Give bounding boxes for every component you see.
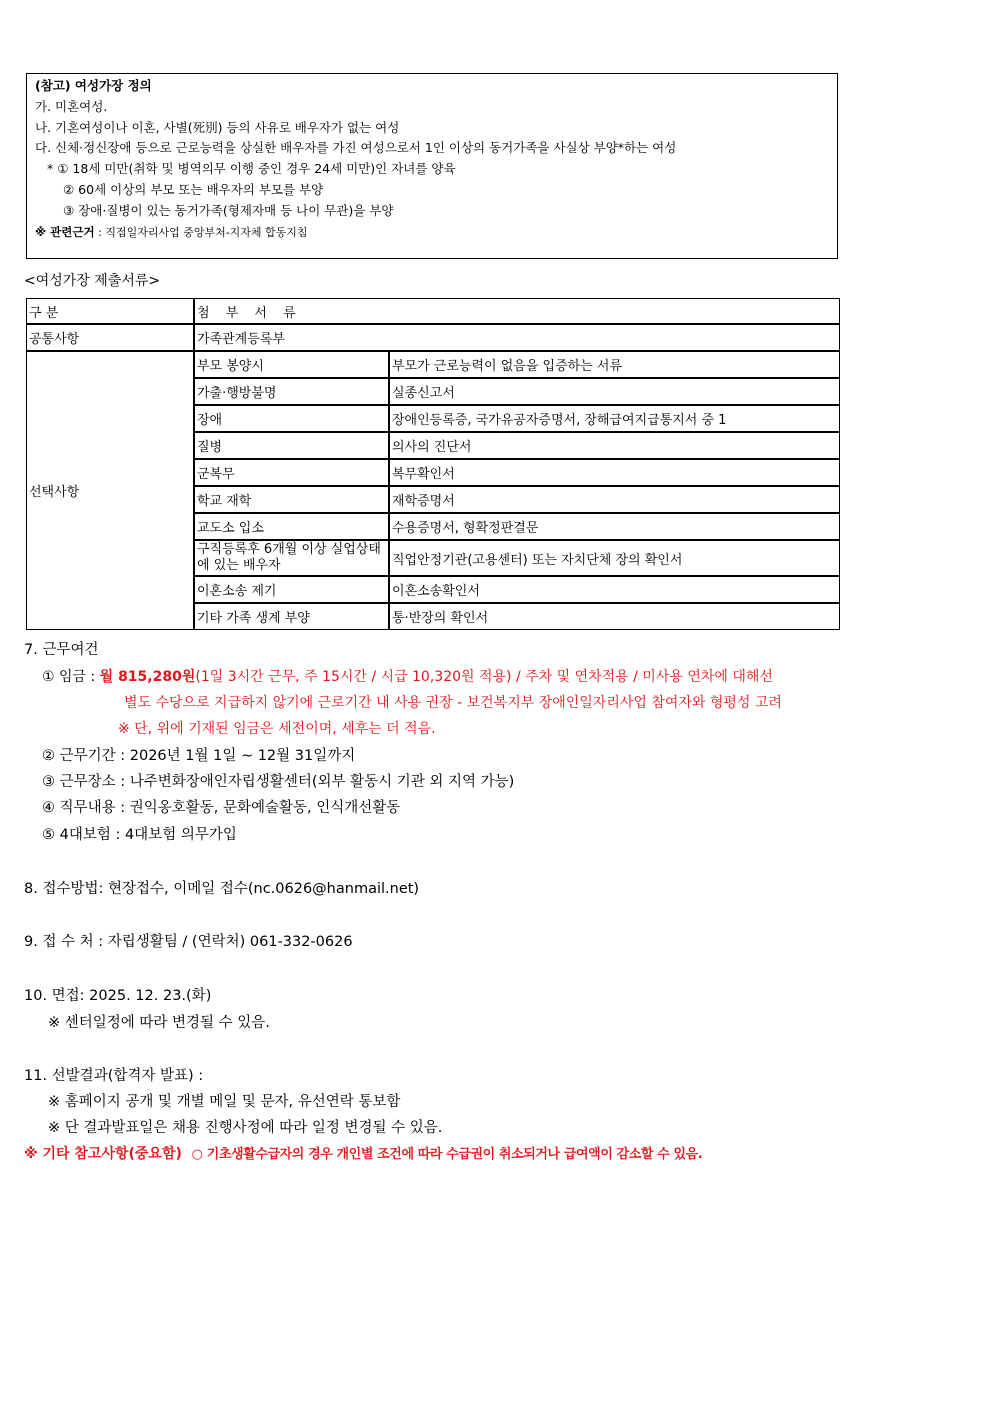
reference-line-3: 다. 신체·정신장애 등으로 근로능력을 상실한 배우자를 가진 여성으로서 1인 이상의 동거가족을 사실상 부양*하는 여성	[35, 140, 677, 156]
reference-sub-2: ② 60세 이상의 부모 또는 배우자의 부모를 부양	[63, 181, 324, 197]
row-doc: 이혼소송확인서	[389, 576, 840, 603]
footer-note	[24, 1143, 702, 1163]
work-insurance: ⑤ 4대보험 : 4대보험 의무가입	[42, 827, 237, 843]
row-case: 기타 가족 생계 부양	[194, 603, 389, 630]
docs-table	[26, 298, 840, 630]
section9: 9. 접 수 처 : 자립생활팀 / (연락처) 061-332-0626	[24, 934, 353, 950]
docs-caption: <여성가장 제출서류>	[24, 273, 161, 289]
work-period: ② 근무기간 : 2026년 1월 1일 ~ 12월 31일까지	[42, 748, 356, 764]
row-case: 구직등록후 6개월 이상 실업상태에 있는 배우자	[194, 540, 389, 576]
reference-sub-1: * ① 18세 미만(취학 및 병역의무 이행 중인 경우 24세 미만)인 자녀를 양육	[47, 161, 456, 177]
row-doc: 재학증명서	[389, 486, 840, 513]
row-doc: 수용증명서, 형확정판결문	[389, 513, 840, 540]
reference-basis-text: : 직접일자리사업 중앙부처-지자체 합동지침	[98, 225, 308, 239]
section7-heading: 7. 근무여건	[24, 642, 99, 658]
section10-note: ※ 센터일정에 따라 변경될 수 있음.	[48, 1015, 270, 1031]
header-category: 구 분	[26, 298, 194, 324]
wage-line	[42, 666, 773, 686]
row-doc: 장애인등록증, 국가유공자증명서, 장해급여지급통지서 중 1	[389, 405, 840, 432]
table-row	[26, 351, 840, 378]
section11-heading: 11. 선발결과(합격자 발표) :	[24, 1068, 204, 1084]
section11-note-1: ※ 홈페이지 공개 및 개별 메일 및 문자, 유선연락 통보함	[48, 1094, 401, 1110]
reference-basis-label: ※ 관련근거	[35, 224, 95, 239]
work-place: ③ 근무장소 : 나주변화장애인자립생활센터(외부 활동시 기관 외 지역 가능)	[42, 774, 515, 790]
common-doc: 가족관계등록부	[194, 324, 840, 351]
wage-rest: (1일 3시간 근무, 주 15시간 / 시급 10,320원 적용) / 주차 및 연차적용 / 미사용 연차에 대해선	[195, 669, 773, 685]
common-label: 공통사항	[26, 324, 194, 351]
row-doc: 직업안정기관(고용센터) 또는 자치단체 장의 확인서	[389, 540, 840, 576]
wage-prefix: ① 임금 :	[42, 669, 100, 685]
section10-heading: 10. 면접: 2025. 12. 23.(화)	[24, 988, 212, 1004]
row-case: 이혼소송 제기	[194, 576, 389, 603]
footer-note-text: ○ 기초생활수급자의 경우 개인별 조건에 따라 수급권이 취소되거나 급여액이 감소할 수 있음.	[191, 1147, 703, 1162]
section8: 8. 접수방법: 현장접수, 이메일 접수(nc.0626@hanmail.net)	[24, 881, 420, 897]
reference-title: (참고) 여성가장 정의	[35, 78, 152, 93]
header-documents: 첨 부 서 류	[194, 298, 840, 324]
row-case: 장애	[194, 405, 389, 432]
work-duties: ④ 직무내용 : 권익옹호활동, 문화예술활동, 인식개선활동	[42, 800, 401, 816]
row-doc: 부모가 근로능력이 없음을 입증하는 서류	[389, 351, 840, 378]
row-doc: 통·반장의 확인서	[389, 603, 840, 630]
wage-amount: 월 815,280원	[99, 669, 196, 685]
docs-common-row	[26, 324, 840, 351]
row-case: 부모 봉양시	[194, 351, 389, 378]
row-case: 질병	[194, 432, 389, 459]
row-case: 교도소 입소	[194, 513, 389, 540]
row-case: 가출·행방불명	[194, 378, 389, 405]
reference-sub-3: ③ 장애·질병이 있는 동거가족(형제자매 등 나이 무관)을 부양	[63, 202, 394, 218]
row-case: 학교 재학	[194, 486, 389, 513]
row-doc: 의사의 진단서	[389, 432, 840, 459]
footer-note-label: ※ 기타 참고사항(중요함)	[24, 1146, 182, 1162]
section11-note-2: ※ 단 결과발표일은 채용 진행사정에 따라 일정 변경될 수 있음.	[48, 1120, 443, 1136]
reference-box	[26, 73, 838, 259]
wage-note: ※ 단, 위에 기재된 임금은 세전이며, 세후는 더 적음.	[118, 721, 436, 737]
docs-header-row	[26, 298, 840, 324]
row-doc: 복무확인서	[389, 459, 840, 486]
row-doc: 실종신고서	[389, 378, 840, 405]
row-case: 군복무	[194, 459, 389, 486]
reference-line-2: 나. 기혼여성이나 이혼, 사별(死別) 등의 사유로 배우자가 없는 여성	[35, 119, 400, 135]
wage-line-2: 별도 수당으로 지급하지 않기에 근로기간 내 사용 권장 - 보건복지부 장애인일자리사업 참여자와 형평성 고려	[124, 695, 782, 711]
reference-basis	[35, 222, 829, 244]
reference-line-1: 가. 미혼여성.	[35, 98, 108, 114]
optional-label: 선택사항	[26, 351, 194, 630]
